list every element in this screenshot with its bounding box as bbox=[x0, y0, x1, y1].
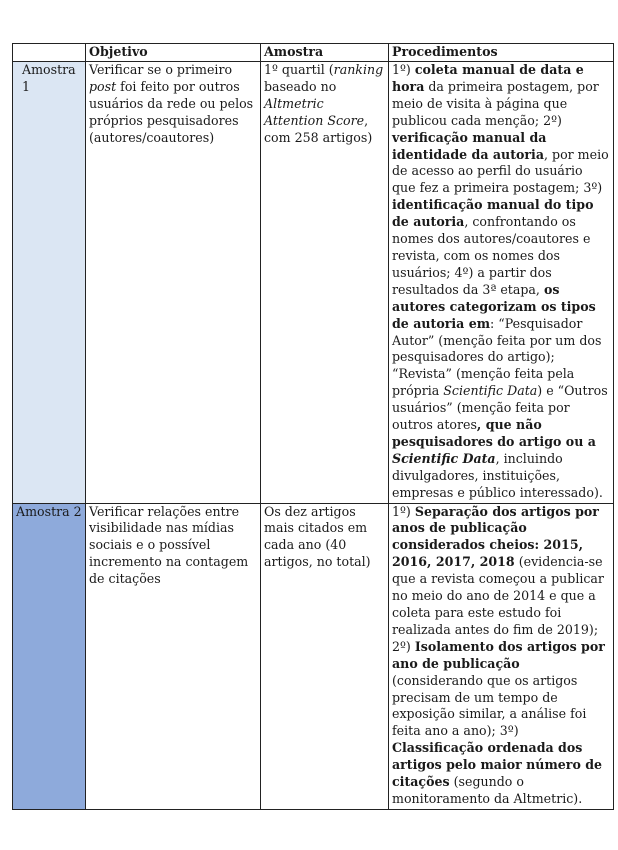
table-row bbox=[13, 503, 614, 809]
text-run: Scientific Data bbox=[392, 450, 496, 466]
text-run: os autores categorizam os tipos de autoria em bbox=[392, 281, 596, 331]
text-run: 1º) bbox=[392, 503, 415, 519]
text-run: Os dez artigos mais citados em cada ano (40 artigos, no total) bbox=[264, 503, 371, 570]
text-run: (considerando que os artigos precisam de um tempo de exposição similar, a análise foi feita ano a ano); 3º) bbox=[392, 672, 587, 739]
text-run: 1º) bbox=[392, 62, 415, 77]
text-run: foi feito por outros usuários da rede ou pelos próprios pesquisadores (autores/coautores) bbox=[89, 78, 254, 145]
text-run: post bbox=[89, 78, 117, 94]
text-run: : “Pesquisador Autor” (menção feita por um dos pesquisadores do artigo); “Revista” (menção feita pela própria bbox=[392, 315, 602, 399]
methods-table bbox=[12, 43, 614, 810]
text-run: , com 258 artigos) bbox=[264, 112, 373, 145]
objective-cell bbox=[86, 62, 261, 504]
row-label: Amostra 2 bbox=[13, 503, 86, 809]
row-label: Amostra 1 bbox=[13, 62, 86, 504]
header-objetivo: Objetivo bbox=[86, 44, 261, 62]
text-run: Altmetric Attention Score bbox=[264, 95, 365, 128]
objective-cell bbox=[86, 503, 261, 809]
text-run: , que não pesquisadores do artigo ou a bbox=[392, 417, 596, 449]
text-run: (evidencia-se que a revista começou a publicar no meio do ano de 2014 e que a coleta para este estudo foi realizada antes do fim de 2019); 2º) bbox=[392, 554, 604, 654]
text-run: Verificar se o primeiro bbox=[89, 62, 233, 77]
text-run: Classificação ordenada dos artigos pelo maior número de citações bbox=[392, 740, 603, 790]
header-procedimentos: Procedimentos bbox=[389, 44, 614, 62]
text-run: , confrontando os nomes dos autores/coautores e revista, com os nomes dos usuários; 4º) a partir dos resultados da 3ª etapa, bbox=[392, 214, 591, 297]
text-run: , incluindo divulgadores, instituições, empresas e público interessado). bbox=[392, 450, 603, 500]
text-run: baseado no bbox=[264, 78, 337, 94]
text-run: ranking bbox=[333, 62, 384, 77]
header-amostra: Amostra bbox=[261, 44, 389, 62]
text-run: (segundo o monitoramento da Altmetric). bbox=[392, 774, 583, 806]
text-run: coleta manual de data e hora bbox=[392, 62, 584, 94]
text-run: Isolamento dos artigos por ano de publicação bbox=[392, 638, 605, 671]
text-run: da primeira postagem, por meio de visita à página que publicou cada menção; 2º) bbox=[392, 78, 599, 128]
text-run: identificação manual do tipo de autoria bbox=[392, 197, 594, 230]
text-run: Scientific Data bbox=[443, 383, 538, 399]
text-run: Verificar relações entre visibilidade nas mídias sociais e o possível incremento na contagem de citações bbox=[89, 503, 249, 587]
text-run: verificação manual da identidade da autoria bbox=[392, 129, 547, 162]
text-run: , por meio de acesso ao perfil do usuário que fez a primeira postagem; 3º) bbox=[392, 146, 609, 196]
procedures-cell bbox=[389, 62, 614, 504]
table-row bbox=[13, 62, 614, 504]
sample-cell bbox=[261, 503, 389, 809]
text-run: 1º quartil ( bbox=[264, 62, 334, 77]
header-empty bbox=[13, 44, 86, 62]
text-run: ) e “Outros usuários” (menção feita por outros atores bbox=[392, 383, 608, 433]
sample-cell bbox=[261, 62, 389, 504]
procedures-cell bbox=[389, 503, 614, 809]
header-row bbox=[13, 44, 614, 62]
text-run: Separação dos artigos por anos de publicação considerados cheios: 2015, 2016, 2017, 2018 bbox=[392, 503, 599, 570]
